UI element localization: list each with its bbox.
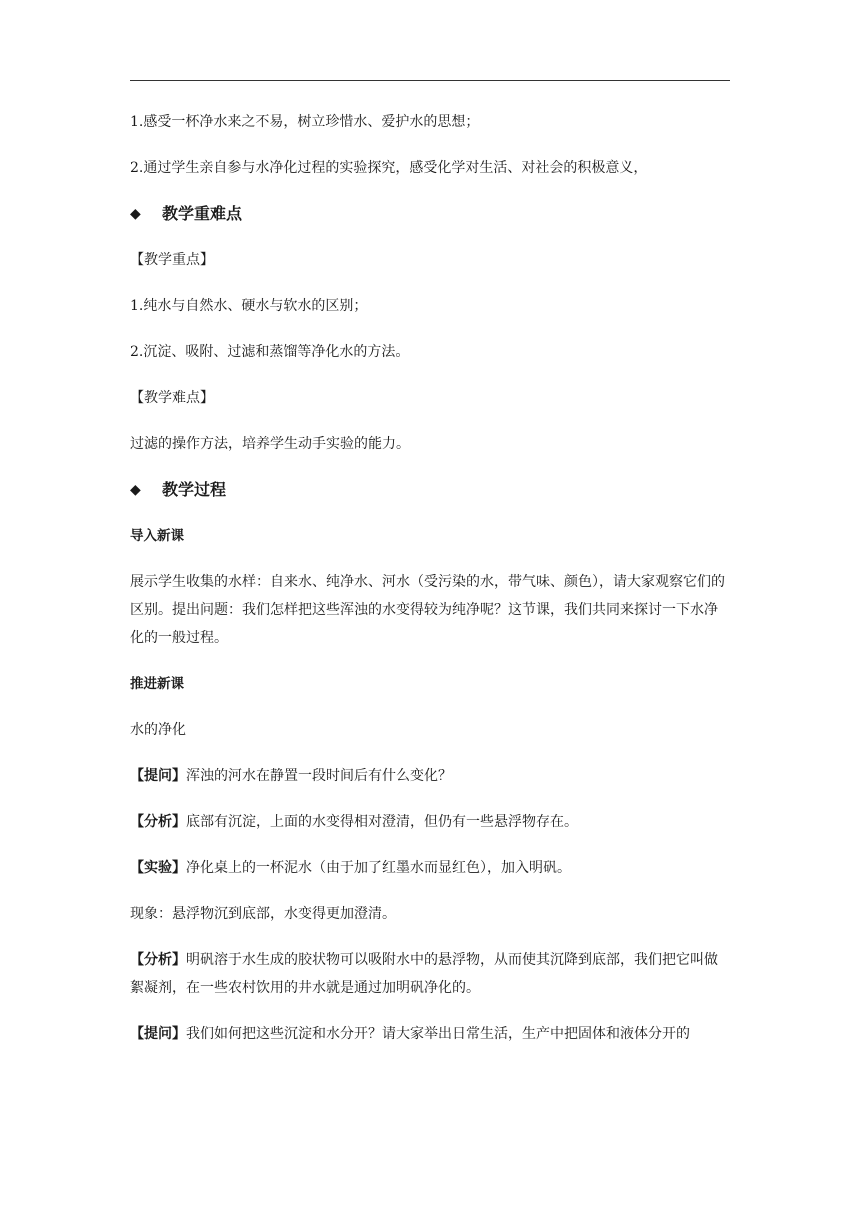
advance-heading: 推进新课 (130, 676, 184, 692)
difficult-point-label: 【教学难点】 (130, 390, 214, 406)
item-text: 净化桌上的一杯泥水（由于加了红墨水而显红色），加入明矾。 (186, 860, 571, 876)
objective-1: 1.感受一杯净水来之不易，树立珍惜水、爱护水的思想； (130, 114, 480, 130)
document-body (130, 108, 730, 1066)
diamond-bullet-icon: ◆ (130, 206, 141, 222)
difficult-point-text: 过滤的操作方法，培养学生动手实验的能力。 (130, 436, 410, 452)
key-point-item: 2.沉淀、吸附、过滤和蒸馏等净化水的方法。 (130, 344, 410, 360)
header-rule (130, 80, 730, 81)
objective-2: 2.通过学生亲自参与水净化过程的实验探究，感受化学对生活、对社会的积极意义， (130, 160, 648, 176)
section-heading-process (130, 476, 730, 504)
process-item (130, 808, 730, 836)
item-tag: 【分析】 (130, 814, 186, 830)
item-text: 浑浊的河水在静置一段时间后有什么变化？ (186, 768, 452, 784)
process-item (130, 946, 730, 1002)
section-heading-difficulty (130, 200, 730, 228)
diamond-bullet-icon: ◆ (130, 482, 141, 498)
key-point-label: 【教学重点】 (130, 252, 214, 268)
intro-heading: 导入新课 (130, 528, 184, 544)
process-item (130, 854, 730, 882)
item-text: 我们如何把这些沉淀和水分开？请大家举出日常生活，生产中把固体和液体分开的 (186, 1026, 690, 1042)
item-tag: 【提问】 (130, 768, 186, 784)
item-tag: 【提问】 (130, 1026, 186, 1042)
topic-title: 水的净化 (130, 722, 186, 738)
key-point-item: 1.纯水与自然水、硬水与软水的区别； (130, 298, 368, 314)
intro-text: 展示学生收集的水样：自来水、纯净水、河水（受污染的水，带气味、颜色），请大家观察它们的区别。提出问题：我们怎样把这些浑浊的水变得较为纯净呢？这节课，我们共同来探讨一下水净化的一般过程。 (130, 574, 725, 646)
process-item (130, 1020, 730, 1048)
item-text: 现象：悬浮物沉到底部，水变得更加澄清。 (130, 906, 396, 922)
section-title: 教学重难点 (162, 204, 243, 223)
item-text: 底部有沉淀，上面的水变得相对澄清，但仍有一些悬浮物存在。 (186, 814, 578, 830)
section-title: 教学过程 (162, 480, 227, 499)
item-tag: 【分析】 (130, 952, 186, 968)
item-tag: 【实验】 (130, 860, 186, 876)
process-item (130, 762, 730, 790)
process-item (130, 900, 730, 928)
item-text: 明矾溶于水生成的胶状物可以吸附水中的悬浮物，从而使其沉降到底部，我们把它叫做絮凝剂，在一些农村饮用的井水就是通过加明矾净化的。 (130, 952, 718, 996)
